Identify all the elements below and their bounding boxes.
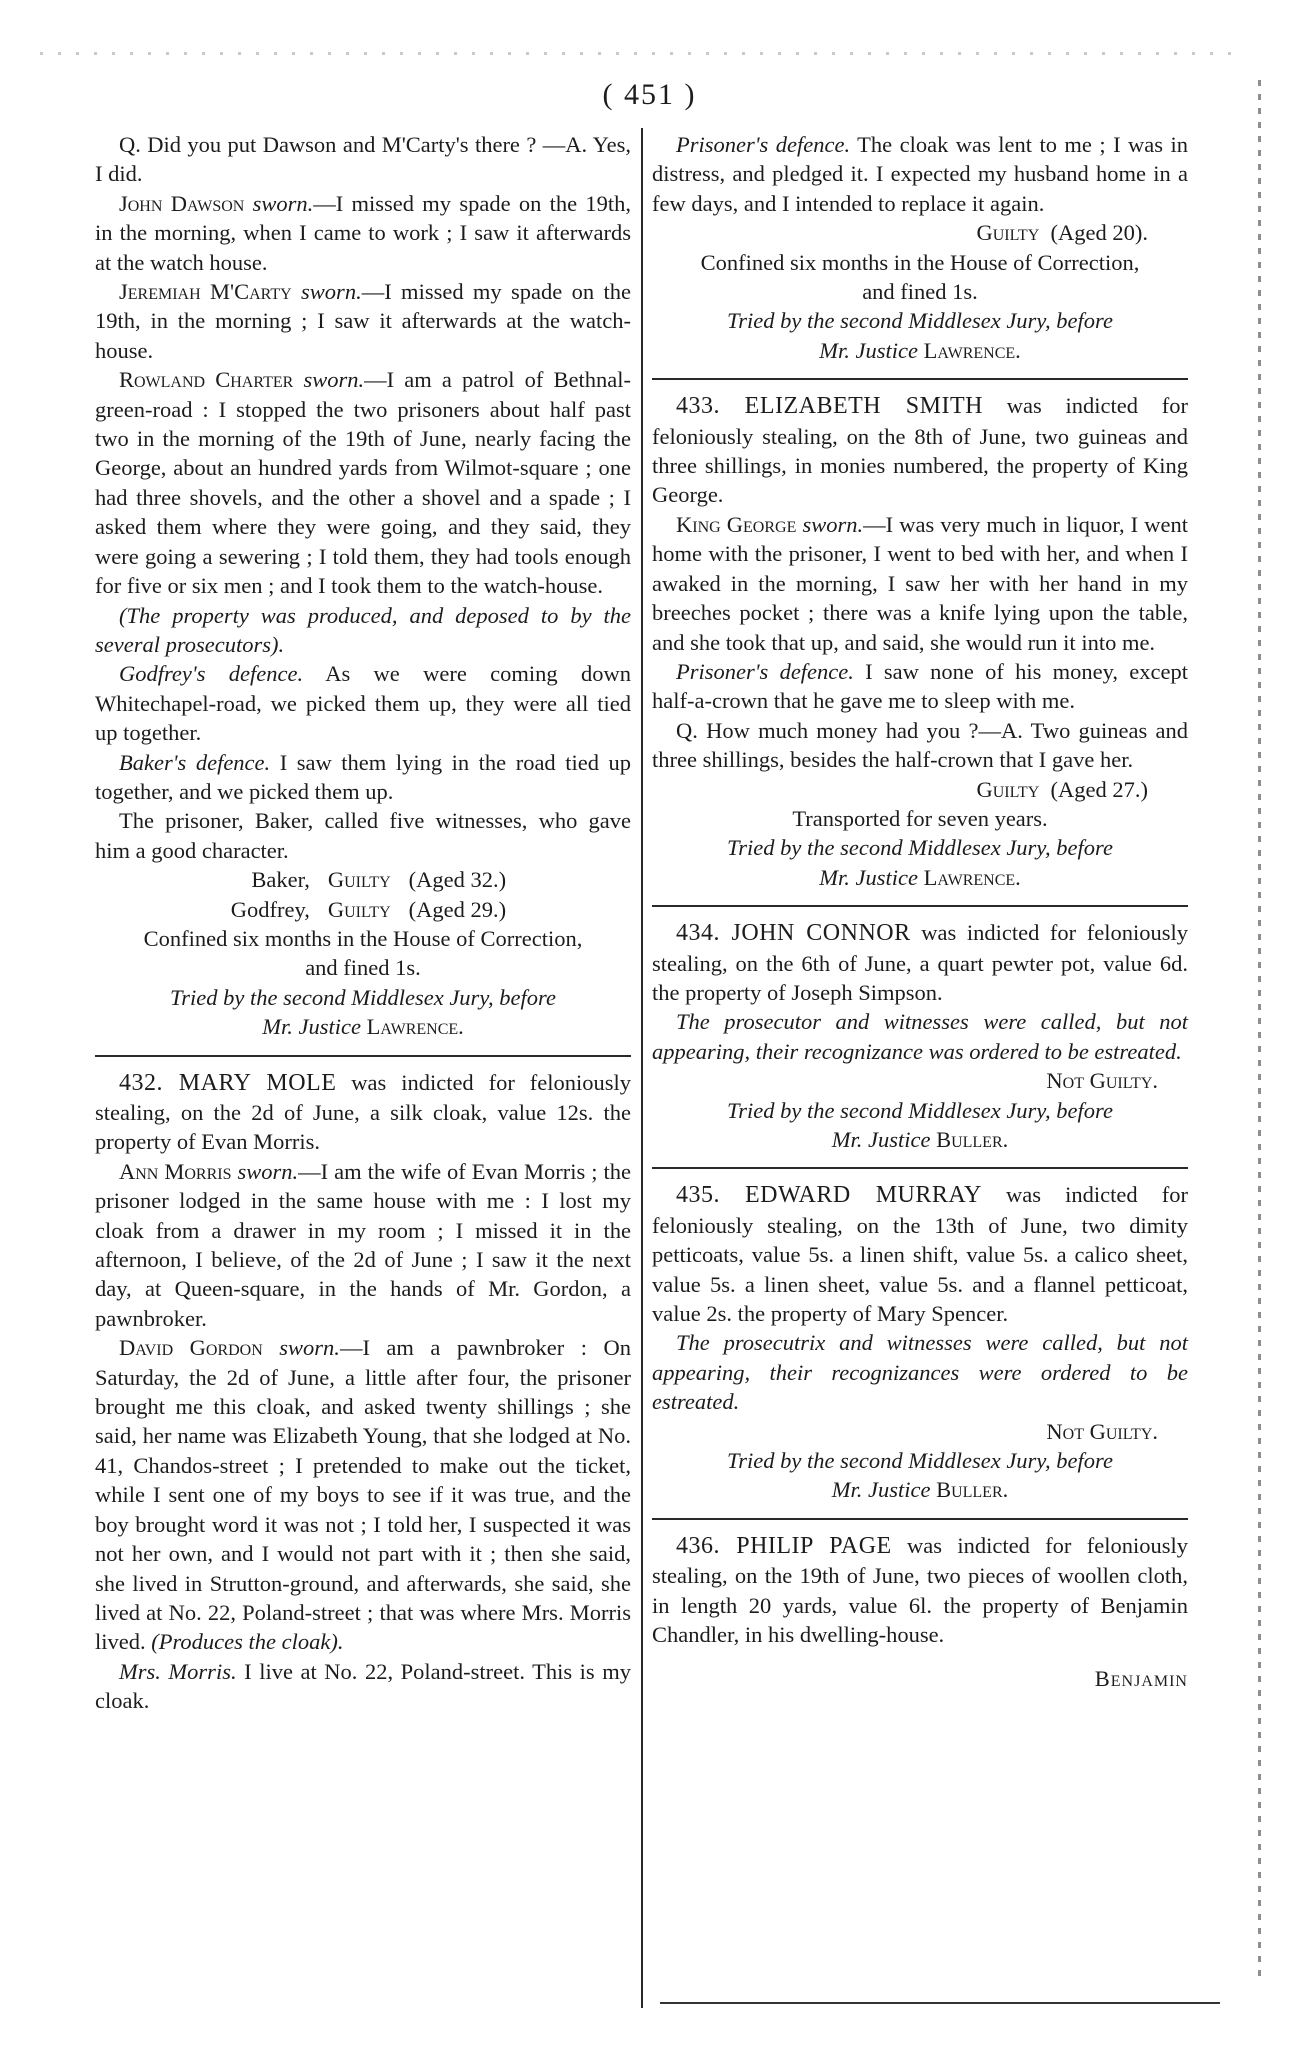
page-edge-shadow xyxy=(1258,80,1261,1980)
verdict: Guilty xyxy=(327,867,391,893)
testimony-text: —I am a patrol of Bethnal-green-road : I stopped the two prisoners about half past two in the morning of the 19th of June, nearly facing the George, about an hundred yards from Wilmot-square ; one had three shovels, and the other a shovel and a spade ; I asked them where they were going, and they said, they were going a sewering ; I told them, they had tools enough for five or six men ; and I took them to the watch-house. xyxy=(95,367,632,599)
witness-name: David Gordon xyxy=(119,1335,263,1361)
judge-line xyxy=(652,336,1188,365)
tried-by-line: Tried by the second Middlesex Jury, before xyxy=(727,835,1113,861)
judge-title: Mr. Justice xyxy=(831,1127,931,1152)
testimony-ann-morris xyxy=(95,1157,631,1333)
case-separator xyxy=(652,1518,1188,1520)
sentence-line: Confined six months in the House of Correction, xyxy=(143,925,583,951)
sworn-label: sworn. xyxy=(802,511,864,537)
case-title: 433. ELIZABETH SMITH xyxy=(676,393,983,420)
case-title: 432. MARY MOLE xyxy=(119,1069,337,1096)
defence-baker xyxy=(95,748,631,807)
witness-name: Ann Morris xyxy=(119,1158,232,1184)
testimony-text: —I was very much in liquor, I went home with the prisoner, I went to bed with her, and when I awaked in the morning, I saw her with her hand in my breeches pocket ; there was a knife lying upon the table, and she took that up, and said, she would run it into me. xyxy=(652,511,1189,655)
testimony-text: I live at No. 22, Poland-street. This is my cloak. xyxy=(95,1658,631,1714)
sworn-label: sworn. xyxy=(252,190,314,216)
judge-name: Lawrence. xyxy=(923,864,1021,890)
sworn-label: sworn. xyxy=(301,279,362,305)
judge-name: Buller. xyxy=(936,1477,1009,1503)
testimony-mrs-morris xyxy=(95,1657,631,1716)
case-title: 435. EDWARD MURRAY xyxy=(676,1182,982,1209)
testimony-text: —I am a pawnbroker : On Saturday, the 2d of June, a little after four, the prisoner brought me this cloak, and asked twenty shillings ; she said, her name was Elizabeth Young, that she lodged at No. 41, Chandos-street ; I pretended to make out the ticket, while I sent one of my boys to see if it was true, and the boy brought word it was not ; I told her, I suspected it was not her own, and I would not part with it ; then she said, she lived in Strutton-ground, and afterwards, she said, she lived at No. 22, Poland-street ; that was where Mrs. Morris lived. xyxy=(95,1335,631,1655)
verdict: Guilty xyxy=(976,220,1040,246)
prisoner-defence xyxy=(652,130,1188,218)
sworn-label: sworn. xyxy=(303,367,365,393)
question-paragraph: Q. Did you put Dawson and M'Carty's there ? —A. Yes, I did. xyxy=(95,132,631,187)
age: (Aged 20). xyxy=(1050,220,1148,246)
question-paragraph: Q. How much money had you ?—A. Two guineas and three shillings, besides the half-crown that I gave her. xyxy=(652,717,1188,773)
testimony-charter xyxy=(95,365,631,600)
judge-line xyxy=(95,1012,631,1041)
sentence-line: and fined 1s. xyxy=(305,955,421,981)
testimony-dawson xyxy=(95,189,631,277)
produces-note: (Produces the cloak). xyxy=(151,1629,344,1655)
case-text: was indicted for feloniously stealing, on the 19th of June, two pieces of woollen cloth, in length 20 yards, value 6l. the property of Benjamin Chandler, in his dwelling-house. xyxy=(652,1532,1188,1648)
witness-name: John Dawson xyxy=(119,190,245,216)
tried-by-line: Tried by the second Middlesex Jury, before xyxy=(170,984,556,1010)
case-432-heading xyxy=(95,1068,631,1157)
defendant-name: Baker, xyxy=(251,867,310,893)
case-separator xyxy=(652,905,1188,907)
sworn-label: sworn. xyxy=(279,1335,340,1361)
testimony-mccarty xyxy=(95,277,631,365)
right-column xyxy=(652,130,1188,1693)
defence-label: Godfrey's defence. xyxy=(119,661,304,687)
defence-text: As we were coming down Whitechapel-road, we picked them up, they were all tied up together. xyxy=(95,661,631,746)
sentence-line: Transported for seven years. xyxy=(792,805,1048,831)
catchword: Benjamin xyxy=(1094,1665,1188,1691)
defence-text: The cloak was lent to me ; I was in distress, and pledged it. I expected my husband home in a few days, and I intended to replace it again. xyxy=(652,132,1189,216)
case-text: was indicted for feloniously stealing, on the 2d of June, a silk cloak, value 12s. the property of Evan Morris. xyxy=(95,1069,631,1155)
verdict-line xyxy=(652,218,1188,247)
witness-name: King George xyxy=(676,511,797,537)
judge-title: Mr. Justice xyxy=(819,337,918,363)
sentence-line: and fined 1s. xyxy=(862,279,978,305)
judge-line xyxy=(652,1475,1188,1504)
sworn-label: sworn. xyxy=(237,1158,299,1184)
judge-title: Mr. Justice xyxy=(819,864,918,890)
testimony-king-george xyxy=(652,510,1188,657)
verdict-line: Not Guilty. xyxy=(1046,1068,1158,1094)
column-divider xyxy=(641,128,643,2008)
case-text: was indicted for feloniously stealing, on the 13th of June, two dimity petticoats, value 5s. a linen shift, value 5s. a calico sheet, value 5s. a linen sheet, value 5s. and a flannel petticoat, value 2s. the property of Mary Spencer. xyxy=(652,1182,1188,1327)
judge-name: Lawrence. xyxy=(923,337,1021,363)
case-435-heading xyxy=(652,1180,1188,1328)
case-separator xyxy=(652,378,1188,380)
judge-line xyxy=(652,1125,1188,1154)
age: (Aged 29.) xyxy=(408,896,507,922)
recognizance-note: The prosecutrix and witnesses were called, but not appearing, their recognizances were ordered to be estreated. xyxy=(652,1330,1188,1415)
defence-godfrey xyxy=(95,659,631,747)
testimony-text: —I missed my spade on the 19th, in the morning ; I saw it afterwards at the watch-house. xyxy=(95,279,631,363)
defence-label: Prisoner's defence. xyxy=(676,658,854,684)
case-434-heading xyxy=(652,918,1188,1007)
testimony-gordon xyxy=(95,1333,631,1656)
verdict-line: Not Guilty. xyxy=(1046,1418,1158,1444)
judge-title: Mr. Justice xyxy=(262,1014,361,1040)
judge-line xyxy=(652,863,1188,892)
verdict-line xyxy=(652,775,1188,804)
age: (Aged 27.) xyxy=(1050,776,1148,802)
verdict-baker xyxy=(95,865,631,894)
verdict: Guilty xyxy=(327,896,391,922)
case-433-heading xyxy=(652,391,1188,510)
defendant-name: Godfrey, xyxy=(230,896,310,922)
defence-text: I saw them lying in the road tied up together, and we picked them up. xyxy=(95,749,632,804)
judge-name: Lawrence. xyxy=(366,1014,464,1040)
case-text: was indicted for feloniously stealing, on the 8th of June, two guineas and three shillings, in monies numbered, the property of King George. xyxy=(652,393,1188,508)
witness-name: Mrs. Morris. xyxy=(119,1658,237,1684)
character-witnesses: The prisoner, Baker, called five witnesses, who gave him a good character. xyxy=(95,808,631,863)
recognizance-note: The prosecutor and witnesses were called, but not appearing, their recognizance was ordered to be estreated. xyxy=(652,1009,1188,1064)
witness-name: Rowland Charter xyxy=(119,367,294,393)
testimony-text: —I am the wife of Evan Morris ; the prisoner lodged in the same house with me : I lost my cloak from a drawer in my room ; I missed it in the afternoon, I believe, of the 2d of June ; I saw it the next day, at Queen-square, in the hands of Mr. Gordon, a pawnbroker. xyxy=(95,1158,631,1331)
prisoner-defence xyxy=(652,657,1188,716)
tried-by-line: Tried by the second Middlesex Jury, before xyxy=(727,1448,1113,1474)
witness-name: Jeremiah M'Carty xyxy=(119,279,292,305)
testimony-text: —I missed my spade on the 19th, in the morning, when I came to work ; I saw it afterwards at the watch house. xyxy=(95,190,631,275)
verdict: Guilty xyxy=(976,776,1040,802)
defence-label: Baker's defence. xyxy=(119,749,271,775)
bottom-rule xyxy=(660,2002,1220,2004)
tried-by-line: Tried by the second Middlesex Jury, before xyxy=(727,308,1113,334)
case-separator xyxy=(652,1167,1188,1169)
tried-by-line: Tried by the second Middlesex Jury, before xyxy=(727,1097,1113,1123)
defence-label: Prisoner's defence. xyxy=(676,132,851,157)
property-note: (The property was produced, and deposed to by the several prosecutors). xyxy=(95,602,631,657)
case-436-heading xyxy=(652,1531,1188,1650)
judge-name: Buller. xyxy=(936,1127,1009,1152)
sentence-line: Confined six months in the House of Correction, xyxy=(700,249,1140,275)
verdict-godfrey xyxy=(95,895,631,924)
case-title: 436. PHILIP PAGE xyxy=(676,1532,892,1559)
scan-noise-top xyxy=(40,52,1240,55)
case-separator xyxy=(95,1055,631,1057)
defence-text: I saw none of his money, except half-a-crown that he gave me to sleep with me. xyxy=(652,658,1189,714)
case-text: was indicted for feloniously stealing, on the 6th of June, a quart pewter pot, value 6d. the property of Joseph Simpson. xyxy=(652,920,1188,1005)
left-column xyxy=(95,130,631,1716)
page-number: ( 451 ) xyxy=(602,78,697,111)
case-title: 434. JOHN CONNOR xyxy=(676,920,911,947)
judge-title: Mr. Justice xyxy=(831,1477,931,1503)
age: (Aged 32.) xyxy=(408,867,507,893)
